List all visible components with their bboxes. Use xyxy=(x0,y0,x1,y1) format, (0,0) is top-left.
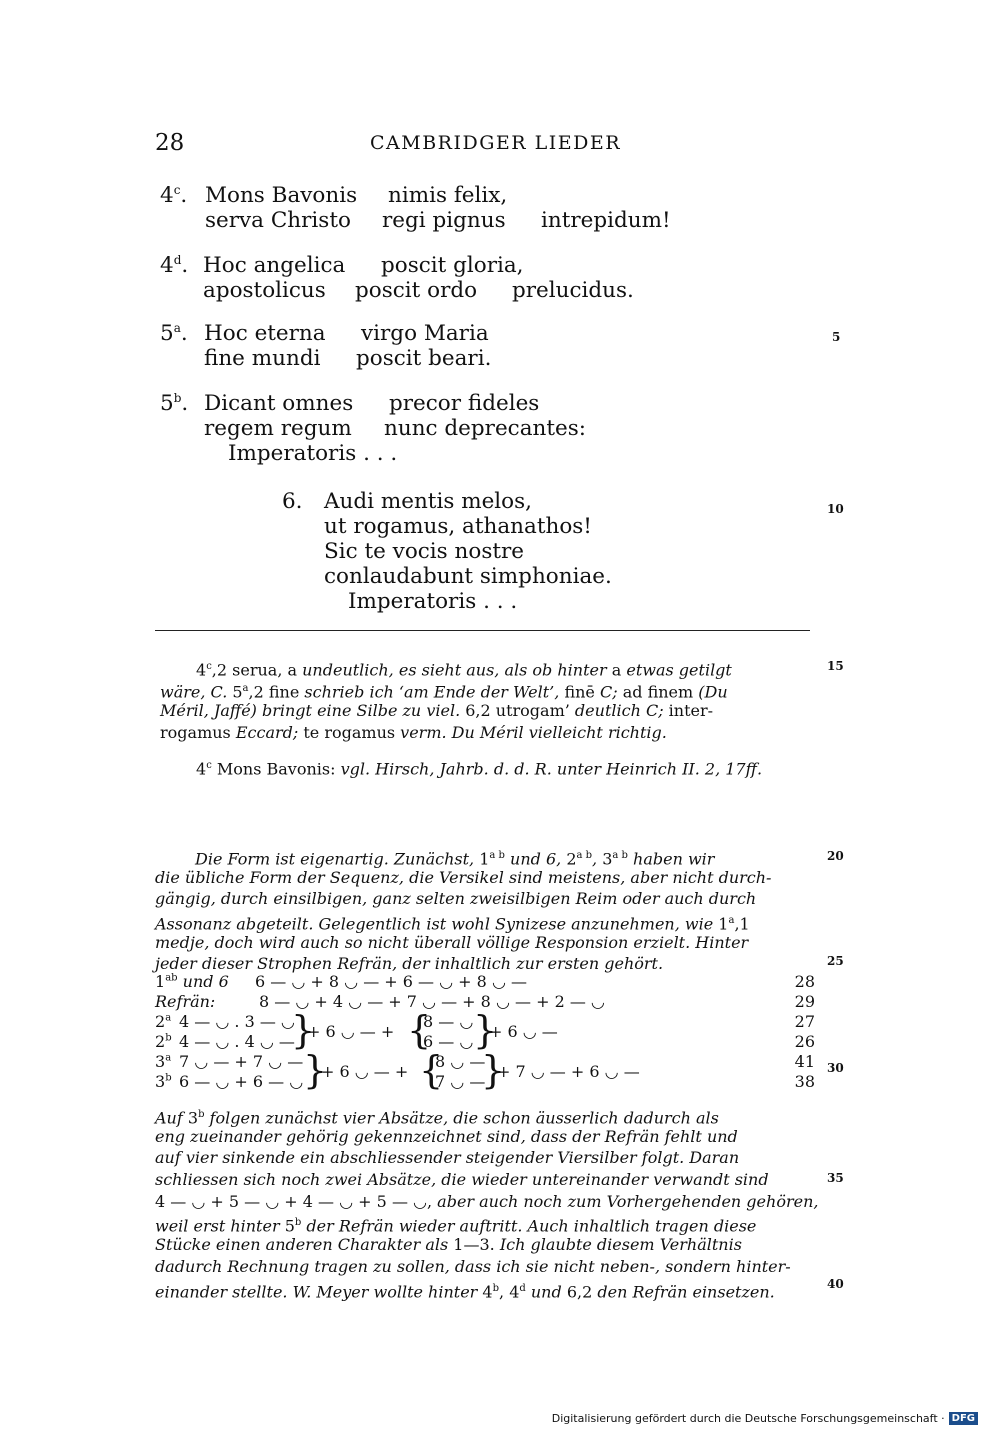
verse-text: conlaudabunt simphoniae. xyxy=(324,564,612,589)
scheme-group-2: 2$^a$ 4 — ◡ . 3 — ◡ 27 2$^b$ 4 — ◡ . 4 ◡ — 26 } + 6 ◡ — + { 8 — ◡ 6 — ◡ } + 6 ◡ — xyxy=(155,1008,815,1052)
footnote-rule xyxy=(155,630,810,631)
verse-label: 6. xyxy=(282,489,303,514)
verse-text: Sic te vocis nostre xyxy=(324,539,525,564)
scheme-group-3: 3$^a$ 7 ◡ — + 7 ◡ — 41 3$^b$ 6 — ◡ + 6 — ◡ 38 } + 6 ◡ — + { 8 ◡ — 7 ◡ — } + 7 ◡ — + 6 ◡ — xyxy=(155,1048,815,1092)
verse-text: Hoc angelica xyxy=(203,253,346,278)
commentary-paragraph-1: Die Form ist eigenartig. Zunächst, $1^{a b}$ und 6, $2^{a b}$, $3^{a b}$ haben wir die übliche Form der Sequenz, die Versikel sind meistens, aber nicht durch- gängig, durch einsilbigen, ganz selten zweisilbigen Reim oder auch durch Assonanz abgeteilt. Gelegentlich ist wohl Synizese anzunehmen, wie 1$^a$,1 medje, doch wird auch so nicht überall völlige Responsion erzielt. Hinter jeder dieser Strophen Refrän, der inhaltlich zur ersten gehört. xyxy=(155,849,772,974)
dfg-logo: DFG xyxy=(949,1412,978,1425)
verse-text: apostolicus xyxy=(203,278,326,303)
running-title: CAMBRIDGER LIEDER xyxy=(370,132,622,154)
refrain-text: Imperatoris . . . xyxy=(228,441,398,466)
line-number: 25 xyxy=(827,954,844,968)
line-number: 5 xyxy=(832,330,841,344)
verse-text: serva Christo xyxy=(205,208,351,233)
scheme-row: $1^{ab}$ und 6 6 — ◡ + 8 ◡ — + 6 — ◡ + 8 ◡ — 28 xyxy=(155,972,815,991)
verse-text: Dicant omnes xyxy=(204,391,354,416)
verse-label: 4$^d$. xyxy=(160,253,189,279)
running-head xyxy=(155,130,810,160)
verse-label: 4$^c$. xyxy=(160,183,188,209)
verse-text: virgo Maria xyxy=(361,321,489,346)
verse-text: poscit beari. xyxy=(356,346,492,371)
scheme-row: Refrän: 8 — ◡ + 4 ◡ — + 7 ◡ — + 8 ◡ — + 2 — ◡ 29 xyxy=(155,992,815,1011)
verse-text: fine mundi xyxy=(204,346,321,371)
verse-text: regem regum xyxy=(204,416,352,441)
verse-label: 5$^b$. xyxy=(160,391,189,417)
metrical-scheme xyxy=(155,972,815,1092)
line-number: 20 xyxy=(827,849,844,863)
verse-text: Audi mentis melos, xyxy=(324,489,532,514)
verse-text: nimis felix, xyxy=(388,183,508,208)
line-number: 30 xyxy=(827,1061,844,1075)
footer-text: Digitalisierung gefördert durch die Deutsche Forschungsgemeinschaft · xyxy=(551,1412,945,1425)
verse-text: regi pignus xyxy=(382,208,506,233)
line-number: 35 xyxy=(827,1171,844,1185)
commentary-paragraph-2: Auf 3$^b$ folgen zunächst vier Absätze, die schon äusserlich dadurch als eng zueinander gehörig gekennzeichnet sind, dass der Refrän fehlt und auf vier sinkende ein abschliessender steigender Viersilber folgt. Daran schliessen sich noch zwei Absätze, die wieder untereinander verwandt sind 4 — ◡ + 5 — ◡ + 4 — ◡ + 5 — ◡, aber auch noch zum Vorhergehenden gehören, weil erst hinter 5$^b$ der Refrän wieder auftritt. Auch inhaltlich tragen diese Stücke einen anderen Charakter als 1—3. Ich glaubte diesem Verhältnis dadurch Rechnung tragen zu sollen, dass ich sie nicht neben-, sondern hinter- einander stellte. W. Meyer wollte hinter 4$^b$, 4$^d$ und 6,2 den Refrän einsetzen. xyxy=(155,1108,819,1301)
verse-text: ut rogamus, athanathos! xyxy=(324,514,592,539)
verse-text: poscit gloria, xyxy=(381,253,524,278)
page-number: 28 xyxy=(155,130,185,156)
verse-text: poscit ordo xyxy=(355,278,478,303)
line-number: 10 xyxy=(827,502,844,516)
digitization-footer xyxy=(552,1412,978,1425)
verse-text: precor fideles xyxy=(389,391,540,416)
line-number: 40 xyxy=(827,1277,844,1291)
verse-text: prelucidus. xyxy=(512,278,634,303)
critical-apparatus: 4$^c$,2 serua, a undeutlich, es sieht aus, als ob hinter a etwas getilgt wäre, C. 5$^a$,2 fine schrieb ich ‘am Ende der Welt’, finē C; ad finem (Du Méril, Jaffé) bringt eine Silbe zu viel. 6,2 utrogam’ deutlich C; inter- rogamus Eccard; te rogamus verm. Du Méril vielleicht richtig. xyxy=(160,660,732,742)
verse-text: nunc deprecantes: xyxy=(384,416,587,441)
verse-text: Mons Bavonis xyxy=(205,183,358,208)
refrain-text: Imperatoris . . . xyxy=(348,589,518,614)
source-note: 4$^c$ Mons Bavonis: vgl. Hirsch, Jahrb. d. d. R. unter Heinrich II. 2, 17ff. xyxy=(196,759,763,779)
line-number: 15 xyxy=(827,659,844,673)
verse-text: Hoc eterna xyxy=(204,321,326,346)
verse-text: intrepidum! xyxy=(541,208,671,233)
verse-label: 5$^a$. xyxy=(160,321,188,347)
